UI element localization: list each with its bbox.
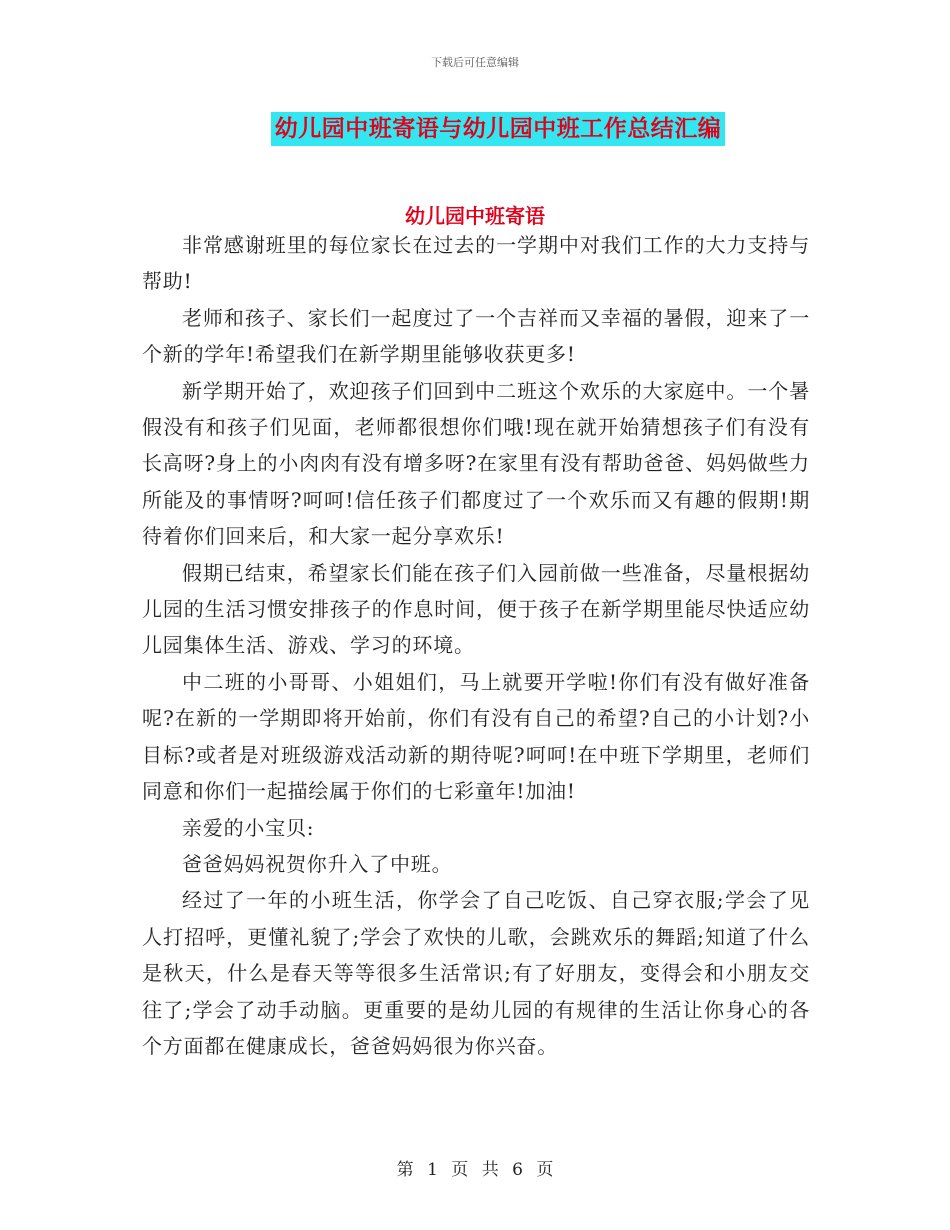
paragraph: 爸爸妈妈祝贺你升入了中班。 [182, 851, 453, 876]
footer-page-word: 页 [451, 1160, 469, 1180]
paragraph: 老师和孩子、家长们一起度过了一个吉祥而又幸福的暑假，迎来了一个新的学年!希望我们在新学期里能够收获更多! [142, 305, 810, 367]
footer-total-pages: 6 [512, 1160, 523, 1180]
page-footer [0, 1155, 950, 1180]
paragraph: 中二班的小哥哥、小姐姐们，马上就要开学啦!你们有没有做好准备呢?在新的一学期即将开始前，你们有没有自己的希望?自己的小计划?小目标?或者是对班级游戏活动新的期待呢?呵呵!在中班下学期里，老师们同意和你们一起描绘属于你们的七彩童年!加油! [142, 669, 810, 804]
paragraph: 经过了一年的小班生活，你学会了自己吃饭、自己穿衣服;学会了见人打招呼，更懂礼貌了;学会了欢快的儿歌，会跳欢乐的舞蹈;知道了什么是秋天，什么是春天等等很多生活常识;有了好朋友，变得会和小朋友交往了;学会了动手动脑。更重要的是幼儿园的有规律的生活让你身心的各个方面都在健康成长，爸爸妈妈很为你兴奋。 [142, 888, 810, 1058]
footer-suffix: 页 [536, 1160, 554, 1180]
paragraph: 亲爱的小宝贝: [182, 815, 315, 840]
paragraph: 新学期开始了，欢迎孩子们回到中二班这个欢乐的大家庭中。一个暑假没有和孩子们见面，老师都很想你们哦!现在就开始猜想孩子们有没有长高呀?身上的小肉肉有没有增多呀?在家里有没有帮助爸爸、妈妈做些力所能及的事情呀?呵呵!信任孩子们都度过了一个欢乐而又有趣的假期!期待着你们回来后，和大家一起分享欢乐! [142, 378, 810, 549]
paragraph: 假期已结束，希望家长们能在孩子们入园前做一些准备，尽量根据幼儿园的生活习惯安排孩子的作息时间，便于孩子在新学期里能尽快适应幼儿园集体生活、游戏、学习的环境。 [142, 560, 810, 658]
document-title-container [0, 112, 950, 146]
paragraph: 非常感谢班里的每位家长在过去的一学期中对我们工作的大力支持与帮助! [142, 233, 810, 294]
document-body [142, 227, 810, 1064]
section-title: 幼儿园中班寄语 [405, 204, 545, 228]
footer-page-number: 1 [427, 1160, 438, 1180]
document-title: 幼儿园中班寄语与幼儿园中班工作总结汇编 [271, 112, 726, 146]
footer-total-word: 共 [481, 1160, 499, 1180]
footer-prefix: 第 [396, 1160, 414, 1180]
page-header-note: 下载后可任意编辑 [431, 56, 519, 69]
